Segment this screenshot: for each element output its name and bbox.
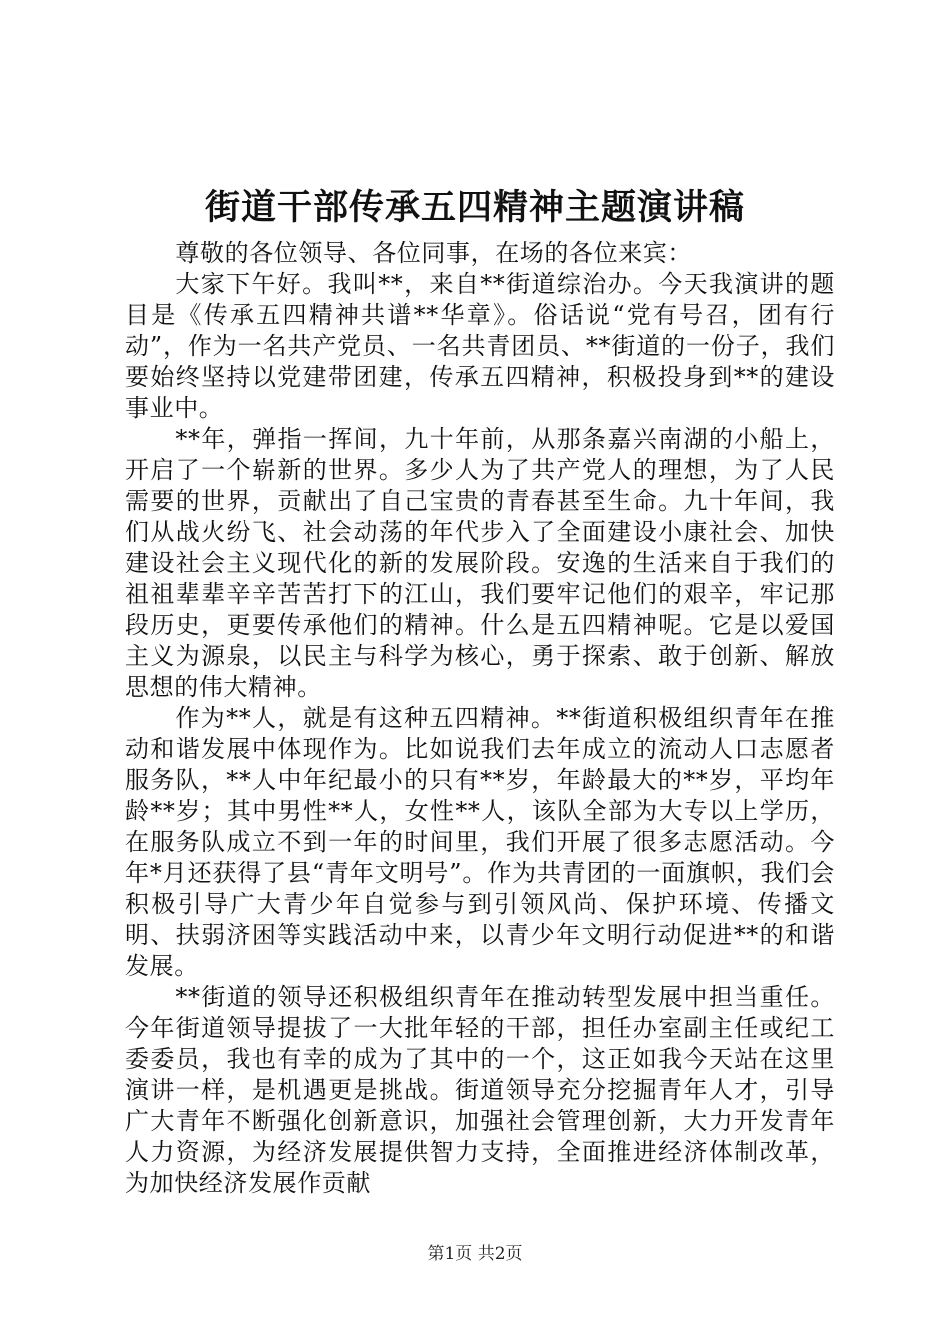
paragraph-history: **年，弹指一挥间，九十年前，从那条嘉兴南湖的小船上，开启了一个崭新的世界。多少人为了共产党人的理想，为了人民需要的世界，贡献出了自己宝贵的青春甚至生命。九十年间，我们从战火纷飞、社会动荡的年代步入了全面建设小康社会、加快建设社会主义现代化的新的发展阶段。安逸的生活来自于我们的祖祖辈辈辛辛苦苦打下的江山，我们要牢记他们的艰辛，牢记那段历史，更要传承他们的精神。什么是五四精神呢。它是以爱国主义为源泉，以民主与科学为核心，勇于探索、敢于创新、解放思想的伟大精神。 — [125, 425, 835, 701]
paragraph-volunteers: 作为**人，就是有这种五四精神。**街道积极组织青年在推动和谐发展中体现作为。比如说我们去年成立的流动人口志愿者服务队，**人中年纪最小的只有**岁，年龄最大的**岁，平均年龄**岁；其中男性**人，女性**人，该队全部为大专以上学历，在服务队成立不到一年的时间里，我们开展了很多志愿活动。今年*月还获得了县“青年文明号”。作为共青团的一面旗帜，我们会积极引导广大青少年自觉参与到引领风尚、保护环境、传播文明、扶弱济困等实践活动中来，以青少年文明行动促进**的和谐发展。 — [125, 704, 835, 980]
document-body — [125, 238, 835, 1199]
paragraph-salutation: 尊敬的各位领导、各位同事，在场的各位来宾： — [175, 239, 692, 267]
document-title: 街道干部传承五四精神主题演讲稿 — [204, 187, 745, 228]
page-number-footer: 第1页 共2页 — [427, 1244, 523, 1264]
paragraph-leadership: **街道的领导还积极组织青年在推动转型发展中担当重任。今年街道领导提拔了一大批年轻的干部，担任办室副主任或纪工委委员，我也有幸的成为了其中的一个，这正如我今天站在这里演讲一样，是机遇更是挑战。街道领导充分挖掘青年人才，引导广大青年不断强化创新意识，加强社会管理创新，大力开发青年人力资源，为经济发展提供智力支持，全面推进经济体制改革，为加快经济发展作贡献 — [125, 983, 835, 1197]
paragraph-introduction: 大家下午好。我叫**，来自**街道综治办。今天我演讲的题目是《传承五四精神共谱**华章》。俗话说“党有号召，团有行动”，作为一名共产党员、一名共青团员、**街道的一份子，我们要始终坚持以党建带团建，传承五四精神，积极投身到**的建设事业中。 — [125, 270, 835, 422]
